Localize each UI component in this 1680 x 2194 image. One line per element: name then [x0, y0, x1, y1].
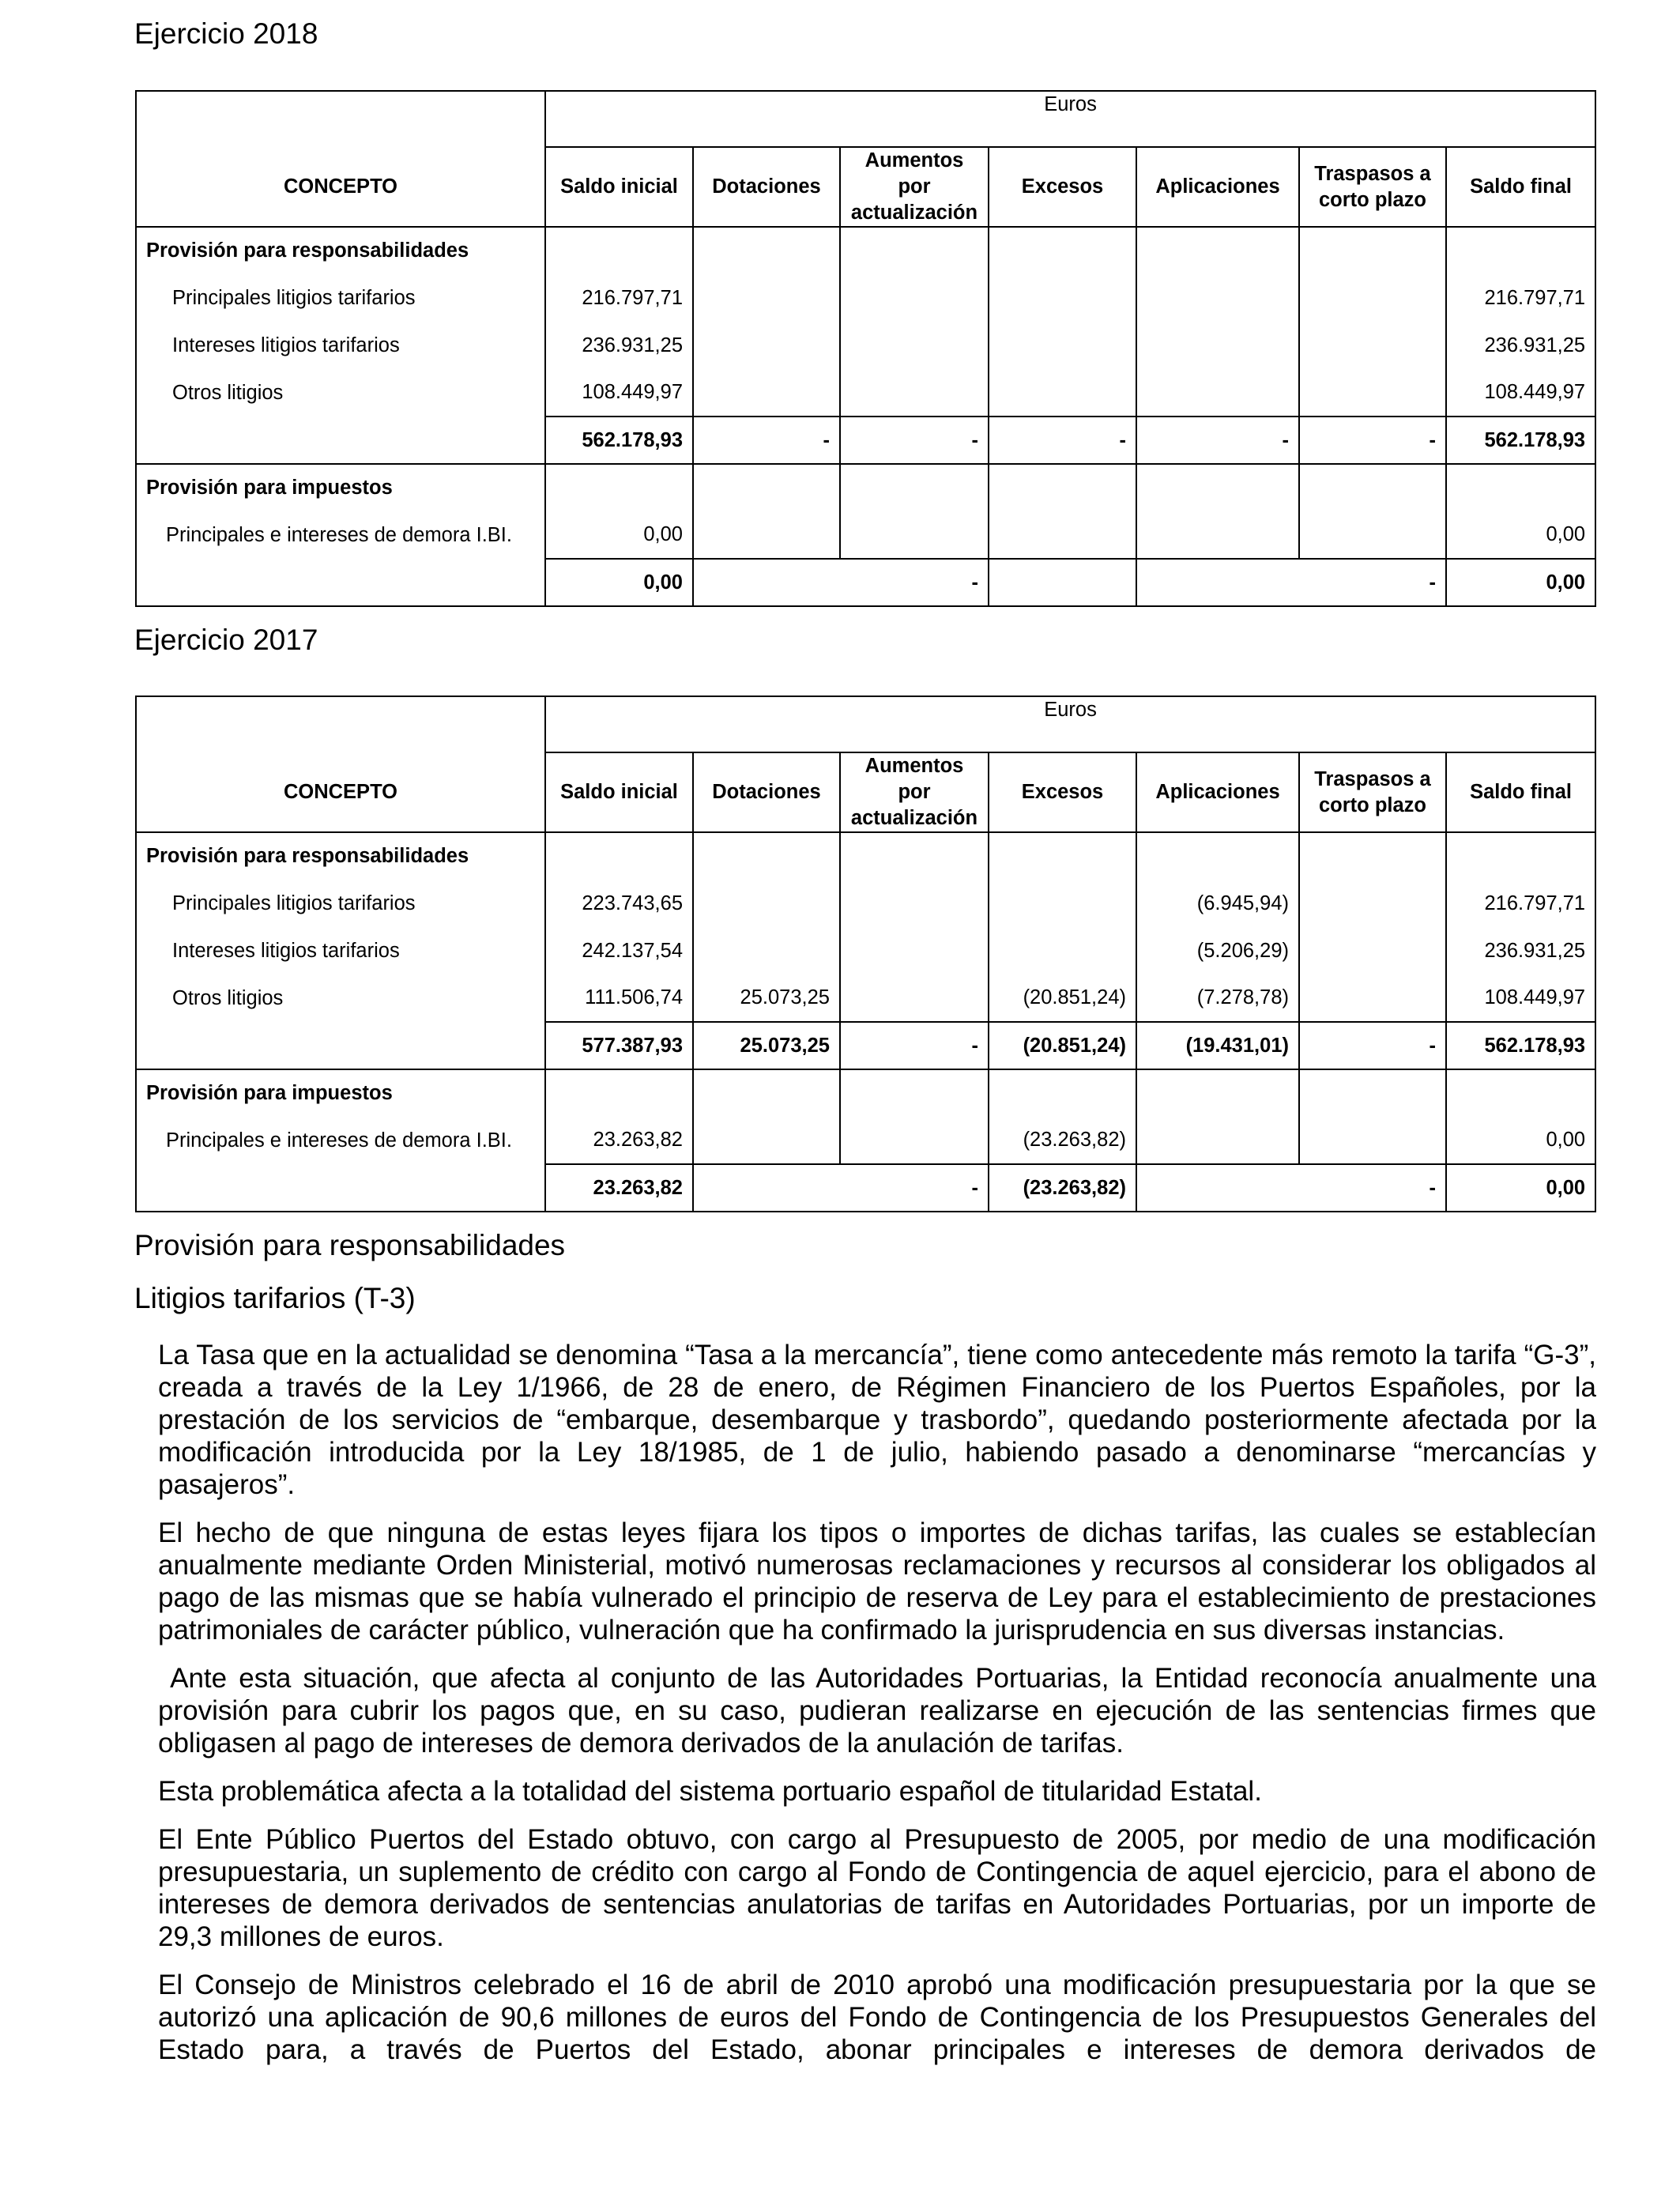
total-cell: 562.178,93 — [1446, 1022, 1595, 1069]
cell — [989, 511, 1136, 559]
row-label: Intereses litigios tarifarios — [136, 322, 545, 369]
cell — [1136, 511, 1299, 559]
paragraph: La Tasa que en la actualidad se denomina “Tasa a la mercancía”, tiene como antecedente más remoto la tarifa “G-3”, creada a través de la Ley 1/1966, de 28 de enero, de Régimen Financiero de los Puertos Españoles, por la prestación de los servicios de “embarque, desembarque y trasbordo”, quedando posteriormente afectada por la modificación introducida por la Ley 18/1985, de 1 de julio, habiendo pasado a denominarse “mercancías y pasajeros”. — [158, 1340, 1596, 1500]
cell — [1136, 1117, 1299, 1164]
cell — [1136, 322, 1299, 369]
cell: (20.851,24) — [989, 974, 1136, 1022]
total-cell: 0,00 — [1446, 1164, 1595, 1212]
table-header-row — [136, 696, 1595, 752]
cell: 0,00 — [1446, 511, 1595, 559]
total-cell: 562.178,93 — [1446, 417, 1595, 464]
total-row — [136, 1164, 1595, 1212]
col-aumentos: Aumentos por actualización — [840, 752, 989, 832]
table-row — [136, 1117, 1595, 1164]
cell: 242.137,54 — [545, 927, 693, 974]
row-label: Otros litigios — [136, 974, 545, 1022]
row-label: Principales e intereses de demora I.BI. — [136, 1117, 545, 1164]
cell — [693, 927, 840, 974]
column-headers-row — [136, 752, 1595, 832]
col-aumentos: Aumentos por actualización — [840, 147, 989, 227]
euros-header: Euros — [545, 91, 1595, 146]
row-label: Principales litigios tarifarios — [136, 274, 545, 322]
cell: 216.797,71 — [1446, 880, 1595, 927]
total-cell: - — [693, 417, 840, 464]
col-aplicaciones: Aplicaciones — [1136, 752, 1299, 832]
concepto-header-cell — [136, 696, 545, 752]
col-excesos: Excesos — [989, 752, 1136, 832]
cell — [840, 927, 989, 974]
heading-ejercicio-2017: Ejercicio 2017 — [134, 624, 318, 656]
col-aplicaciones: Aplicaciones — [1136, 147, 1299, 227]
cell: 236.931,25 — [1446, 927, 1595, 974]
cell — [1299, 974, 1446, 1022]
table-provisiones-2017 — [135, 696, 1596, 1212]
cell — [840, 274, 989, 322]
table-row — [136, 274, 1595, 322]
total-cell: - — [1299, 417, 1446, 464]
table-header-row — [136, 91, 1595, 146]
table-row — [136, 369, 1595, 417]
section-label: Provisión para responsabilidades — [136, 832, 545, 880]
cell: 108.449,97 — [545, 369, 693, 417]
heading-litigios-tarifarios: Litigios tarifarios (T-3) — [134, 1282, 416, 1314]
cell — [1299, 322, 1446, 369]
table-row — [136, 927, 1595, 974]
cell — [1299, 880, 1446, 927]
paragraph: El Ente Público Puertos del Estado obtuvo, con cargo al Presupuesto de 2005, por medio de una modificación presupuestaria, un suplemento de crédito con cargo al Fondo de Contingencia de aquel ejercicio, para el abono de intereses de demora derivados de sentencias anulatorias de tarifas en Autoridades Portuarias, por un importe de 29,3 millones de euros. — [158, 1824, 1596, 1952]
section-row — [136, 832, 1595, 880]
cell — [693, 274, 840, 322]
total-cell: - — [1299, 559, 1446, 606]
total-cell: 577.387,93 — [545, 1022, 693, 1069]
total-row — [136, 417, 1595, 464]
total-cell: - — [989, 417, 1136, 464]
cell — [989, 274, 1136, 322]
section-label: Provisión para impuestos — [136, 464, 545, 511]
cell: 236.931,25 — [545, 322, 693, 369]
total-cell: - — [1136, 417, 1299, 464]
cell: 108.449,97 — [1446, 974, 1595, 1022]
cell — [693, 369, 840, 417]
total-cell: - — [840, 417, 989, 464]
col-excesos: Excesos — [989, 147, 1136, 227]
cell — [693, 511, 840, 559]
total-cell — [693, 1164, 840, 1212]
cell — [840, 1117, 989, 1164]
section-row — [136, 227, 1595, 274]
total-cell: (19.431,01) — [1136, 1022, 1299, 1069]
heading-ejercicio-2018: Ejercicio 2018 — [134, 17, 318, 50]
cell: 0,00 — [545, 511, 693, 559]
total-cell: 0,00 — [545, 559, 693, 606]
col-dotaciones: Dotaciones — [693, 147, 840, 227]
total-cell: 23.263,82 — [545, 1164, 693, 1212]
cell — [989, 322, 1136, 369]
col-saldo-final: Saldo final — [1446, 147, 1595, 227]
cell — [1299, 1117, 1446, 1164]
cell: (23.263,82) — [989, 1117, 1136, 1164]
total-cell: - — [840, 1022, 989, 1069]
cell — [840, 322, 989, 369]
cell — [989, 369, 1136, 417]
total-cell — [1136, 559, 1299, 606]
total-cell: - — [840, 1164, 989, 1212]
paragraph: El hecho de que ninguna de estas leyes fijara los tipos o importes de dichas tarifas, las cuales se establecían anualmente mediante Orden Ministerial, motivó numerosas reclamaciones y recursos al considerar los obligados al pago de las mismas que se había vulnerado el principio de reserva de Ley para el establecimiento de prestaciones patrimoniales de carácter público, vulneración que ha confirmado la jurisprudencia en sus diversas instancias. — [158, 1517, 1596, 1646]
section-label: Provisión para responsabilidades — [136, 227, 545, 274]
table-row — [136, 511, 1595, 559]
col-traspasos: Traspasos a corto plazo — [1299, 147, 1446, 227]
paragraph: El Consejo de Ministros celebrado el 16 de abril de 2010 aprobó una modificación presupuestaria por la que se autorizó una aplicación de 90,6 millones de euros del Fondo de Contingencia de los Presupuestos Generales del Estado para, a través de Puertos del Estado, abonar principales e intereses de demora derivados de — [158, 1970, 1596, 2065]
cell — [1136, 274, 1299, 322]
total-cell — [1136, 1164, 1299, 1212]
total-cell — [989, 559, 1136, 606]
section-row — [136, 464, 1595, 511]
col-saldo-final: Saldo final — [1446, 752, 1595, 832]
cell: 25.073,25 — [693, 974, 840, 1022]
total-cell: (23.263,82) — [989, 1164, 1136, 1212]
total-row — [136, 1022, 1595, 1069]
concepto-header: CONCEPTO — [136, 752, 545, 832]
col-dotaciones: Dotaciones — [693, 752, 840, 832]
column-headers-row — [136, 147, 1595, 227]
cell — [1299, 274, 1446, 322]
section-label: Provisión para impuestos — [136, 1069, 545, 1117]
cell — [693, 322, 840, 369]
total-cell: - — [1299, 1022, 1446, 1069]
cell — [989, 927, 1136, 974]
total-cell: - — [840, 559, 989, 606]
total-cell: - — [1299, 1164, 1446, 1212]
col-saldo-inicial: Saldo inicial — [545, 752, 693, 832]
table-provisiones-2018 — [135, 90, 1596, 607]
table-row — [136, 974, 1595, 1022]
euros-header: Euros — [545, 696, 1595, 752]
cell: (6.945,94) — [1136, 880, 1299, 927]
concepto-header: CONCEPTO — [136, 147, 545, 227]
concepto-header-cell — [136, 91, 545, 147]
cell: 236.931,25 — [1446, 322, 1595, 369]
cell — [840, 511, 989, 559]
total-cell: 562.178,93 — [545, 417, 693, 464]
section-row — [136, 1069, 1595, 1117]
cell — [1299, 511, 1446, 559]
col-traspasos: Traspasos a corto plazo — [1299, 752, 1446, 832]
cell — [840, 369, 989, 417]
cell — [840, 974, 989, 1022]
cell: 216.797,71 — [1446, 274, 1595, 322]
paragraph: Ante esta situación, que afecta al conjunto de las Autoridades Portuarias, la Entidad reconocía anualmente una provisión para cubrir los pagos que, en su caso, pudieran realizarse en ejecución de las sentencias firmes que obligasen al pago de intereses de demora derivados de la anulación de tarifas. — [158, 1663, 1604, 1759]
cell — [840, 880, 989, 927]
heading-provision-responsabilidades: Provisión para responsabilidades — [134, 1229, 566, 1261]
paragraph: Esta problemática afecta a la totalidad del sistema portuario español de titularidad Estatal. — [158, 1776, 1262, 1807]
cell — [1299, 927, 1446, 974]
cell: 216.797,71 — [545, 274, 693, 322]
total-cell: 25.073,25 — [693, 1022, 840, 1069]
cell: (7.278,78) — [1136, 974, 1299, 1022]
cell — [1299, 369, 1446, 417]
cell: 0,00 — [1446, 1117, 1595, 1164]
total-row — [136, 559, 1595, 606]
cell: 111.506,74 — [545, 974, 693, 1022]
col-saldo-inicial: Saldo inicial — [545, 147, 693, 227]
cell — [693, 1117, 840, 1164]
row-label: Intereses litigios tarifarios — [136, 927, 545, 974]
cell: 108.449,97 — [1446, 369, 1595, 417]
row-label: Principales e intereses de demora I.BI. — [136, 511, 545, 559]
cell: 23.263,82 — [545, 1117, 693, 1164]
cell: (5.206,29) — [1136, 927, 1299, 974]
cell — [693, 880, 840, 927]
cell — [989, 880, 1136, 927]
body-text — [158, 1339, 1604, 2082]
table-row — [136, 322, 1595, 369]
cell: 223.743,65 — [545, 880, 693, 927]
row-label: Otros litigios — [136, 369, 545, 417]
cell — [1136, 369, 1299, 417]
total-cell: 0,00 — [1446, 559, 1595, 606]
total-cell: (20.851,24) — [989, 1022, 1136, 1069]
total-cell — [693, 559, 840, 606]
row-label: Principales litigios tarifarios — [136, 880, 545, 927]
table-row — [136, 880, 1595, 927]
